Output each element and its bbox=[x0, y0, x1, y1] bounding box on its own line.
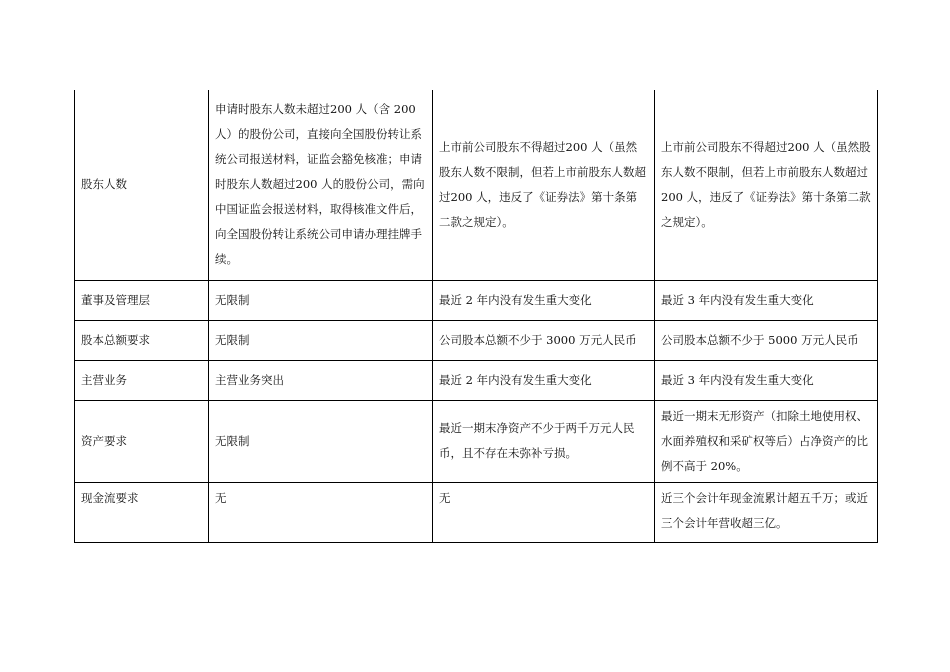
table-cell: 最近 2 年内没有发生重大变化 bbox=[433, 360, 655, 400]
table-cell: 最近 2 年内没有发生重大变化 bbox=[433, 280, 655, 320]
table-row bbox=[75, 400, 878, 482]
table-cell: 无 bbox=[209, 482, 433, 542]
table-cell: 申请时股东人数未超过200 人（含 200人）的股份公司，直接向全国股份转让系统公司报送材料，证监会豁免核准；申请时股东人数超过200 人的股份公司，需向中国证监会报送材料，取得核准文件后，向全国股份转让系统公司申请办理挂牌手续。 bbox=[209, 90, 433, 280]
table-row bbox=[75, 90, 878, 280]
row-label: 主营业务 bbox=[75, 360, 209, 400]
listing-requirements-table bbox=[74, 90, 878, 543]
table-cell: 最近一期末无形资产（扣除土地使用权、水面养殖权和采矿权等后）占净资产的比例不高于 20%。 bbox=[655, 400, 878, 482]
table-row bbox=[75, 482, 878, 542]
row-label: 资产要求 bbox=[75, 400, 209, 482]
table-cell: 最近一期末净资产不少于两千万元人民币，且不存在未弥补亏损。 bbox=[433, 400, 655, 482]
table-cell: 近三个会计年现金流累计超五千万；或近三个会计年营收超三亿。 bbox=[655, 482, 878, 542]
table-cell: 主营业务突出 bbox=[209, 360, 433, 400]
row-label: 现金流要求 bbox=[75, 482, 209, 542]
table-row bbox=[75, 360, 878, 400]
row-label: 董事及管理层 bbox=[75, 280, 209, 320]
table-row bbox=[75, 320, 878, 360]
table-row bbox=[75, 280, 878, 320]
table-cell: 公司股本总额不少于 3000 万元人民币 bbox=[433, 320, 655, 360]
table-cell: 最近 3 年内没有发生重大变化 bbox=[655, 360, 878, 400]
table-cell: 公司股本总额不少于 5000 万元人民币 bbox=[655, 320, 878, 360]
row-label: 股东人数 bbox=[75, 90, 209, 280]
table-cell: 无 bbox=[433, 482, 655, 542]
table-cell: 无限制 bbox=[209, 400, 433, 482]
row-label: 股本总额要求 bbox=[75, 320, 209, 360]
table-cell: 无限制 bbox=[209, 280, 433, 320]
table-cell: 最近 3 年内没有发生重大变化 bbox=[655, 280, 878, 320]
table-cell: 上市前公司股东不得超过200 人（虽然股东人数不限制，但若上市前股东人数超过200 人，违反了《证券法》第十条第二款之规定）。 bbox=[655, 90, 878, 280]
table-cell: 上市前公司股东不得超过200 人（虽然股东人数不限制，但若上市前股东人数超过200 人，违反了《证券法》第十条第二款之规定）。 bbox=[433, 90, 655, 280]
table-cell: 无限制 bbox=[209, 320, 433, 360]
